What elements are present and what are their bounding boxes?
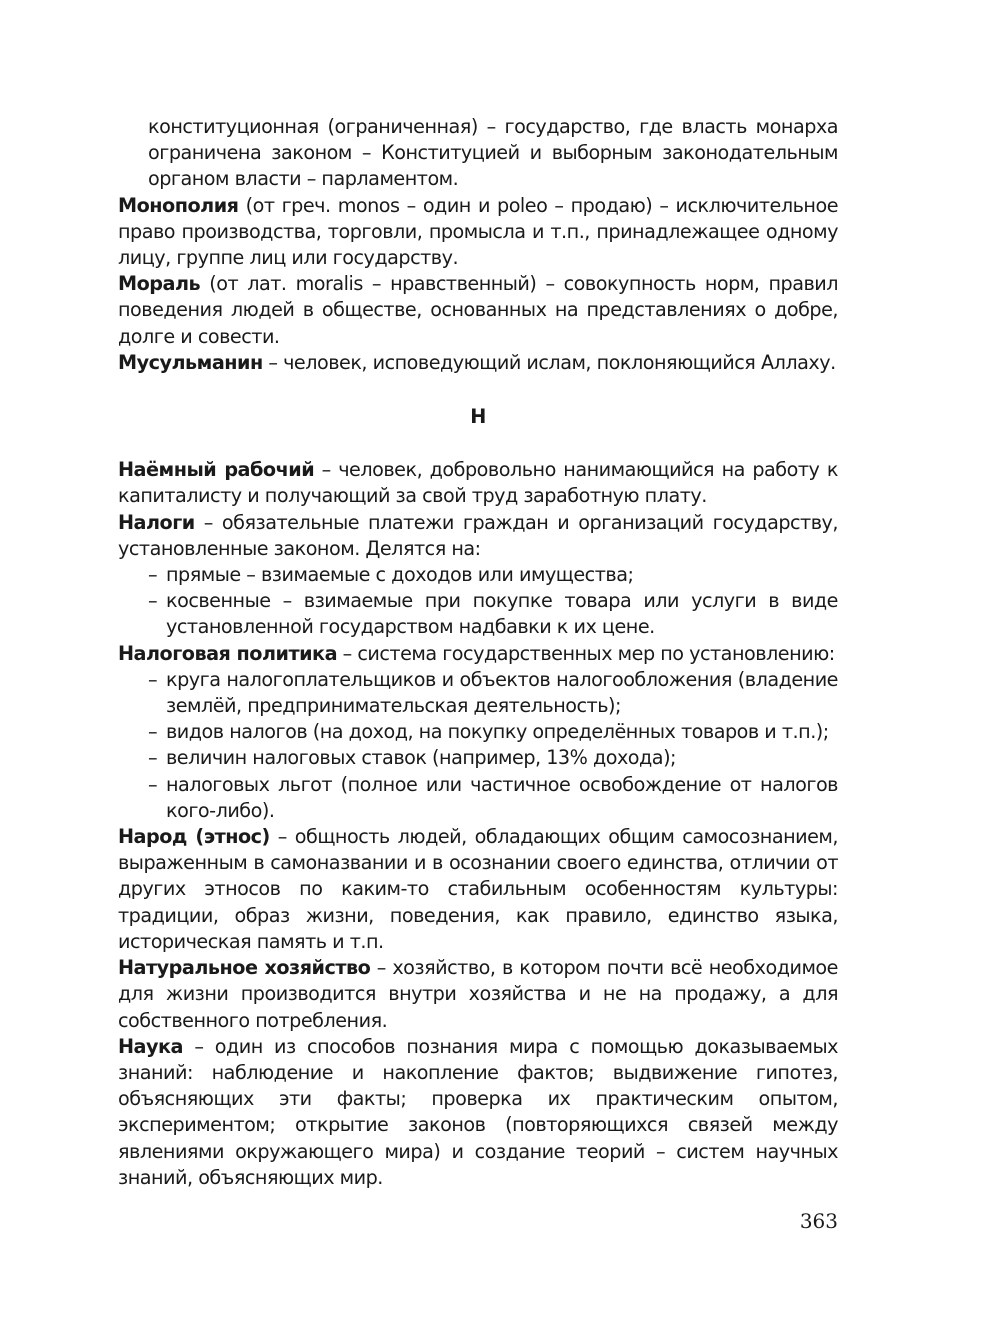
list-item (118, 719, 838, 745)
entry-narod (118, 824, 838, 955)
entry-naturalnoe-hozyaystvo (118, 955, 838, 1034)
list-item (118, 588, 838, 640)
list-item-text: круга налогоплательщиков и объектов налогообложения (владение землёй, предпринимательская деятельность); (166, 667, 838, 718)
nalogi-list (118, 562, 838, 641)
entry-definition: (от лат. moralis – нравственный) – совокупность норм, правил поведения людей в обществе, основанных на представлениях о добре, долге и совести. (118, 272, 838, 348)
list-item-text: косвенные – взимаемые при покупке товара или услуги в виде установленной государством надбавки к их цене. (166, 589, 838, 639)
dash-marker: – (148, 720, 158, 744)
list-item-text: налоговых льгот (полное или частичное освобождение от налогов кого-либо). (166, 772, 838, 822)
dash-marker: – (148, 746, 158, 770)
dash-marker: – (148, 667, 158, 691)
entry-nalogovaya-politika (118, 641, 838, 667)
entry-term: Народ (этнос) (118, 825, 270, 849)
entry-definition: – хозяйство, в котором почти всё необходимое для жизни производится внутри хозяйства и не на продажу, а для собственного потребления. (118, 956, 838, 1032)
entry-definition: – система государственных мер по установлению: (342, 641, 835, 665)
entry-definition: – обязательные платежи граждан и организаций государству, установленные законом. Делятся на: (118, 510, 838, 560)
page-body (118, 114, 838, 1191)
continuation-paragraph: конституционная (ограниченная) – государство, где власть монарха ограничена законом – Конституцией и выборным законодательным органом власти – парламентом. (148, 115, 838, 191)
section-letter-heading: Н (470, 405, 486, 429)
entry-term: Мораль (118, 272, 201, 296)
entry-nauka (118, 1034, 838, 1191)
entry-term: Наука (118, 1034, 183, 1058)
entry-moral (118, 271, 838, 350)
entry-definition: – общность людей, обладающих общим самосознанием, выраженным в самоназвании и в осознании своего единства, отличии от других этносов по каким-то стабильным особенностям культуры: традиции, образ жизни, поведения, как правило, единство языка, историческая память и т.п. (118, 825, 838, 953)
list-item-text: прямые – взимаемые с доходов или имущества; (166, 563, 634, 587)
entry-definition: (от греч. monos – один и poleo – продаю) – исключительное право производства, торговли, промысла и т.п., принадлежащее одному лицу, группе лиц или государству. (118, 193, 838, 270)
entry-musulmanin (118, 350, 838, 376)
list-item (118, 745, 838, 771)
entry-term: Монополия (118, 193, 239, 217)
entry-term: Натуральное хозяйство (118, 956, 371, 980)
entry-term: Налоговая политика (118, 641, 338, 665)
politika-list (118, 667, 838, 824)
entry-term: Мусульманин (118, 350, 263, 374)
entry-monopoliya (118, 193, 838, 272)
entry-definition: – человек, добровольно нанимающийся на работу к капиталисту и получающий за свой труд заработную плату. (118, 458, 838, 508)
entry-term: Наёмный рабочий (118, 458, 315, 482)
list-item-text: величин налоговых ставок (например, 13% дохода); (166, 746, 677, 770)
list-item (118, 772, 838, 824)
list-item (118, 562, 838, 588)
list-item-text: видов налогов (на доход, на покупку определённых товаров и т.п.); (166, 720, 829, 744)
dash-marker: – (148, 772, 158, 796)
entry-term: Налоги (118, 510, 195, 534)
list-item (118, 667, 838, 719)
dash-marker: – (148, 589, 158, 613)
page-number: 363 (799, 1209, 838, 1233)
entry-definition: – человек, исповедующий ислам, поклоняющийся Аллаху. (268, 350, 836, 374)
entry-nalogi (118, 510, 838, 562)
dash-marker: – (148, 563, 158, 587)
entry-naemny-rabochiy (118, 457, 838, 509)
entry-definition: – один из способов познания мира с помощью доказываемых знаний: наблюдение и накопление фактов; выдвижение гипотез, объясняющих эти факты; проверка их практическим опытом, экспериментом; открытие законов (повторяющихся связей между явлениями окружающего мира) и создание теорий – систем научных знаний, объясняющих мир. (118, 1034, 838, 1189)
